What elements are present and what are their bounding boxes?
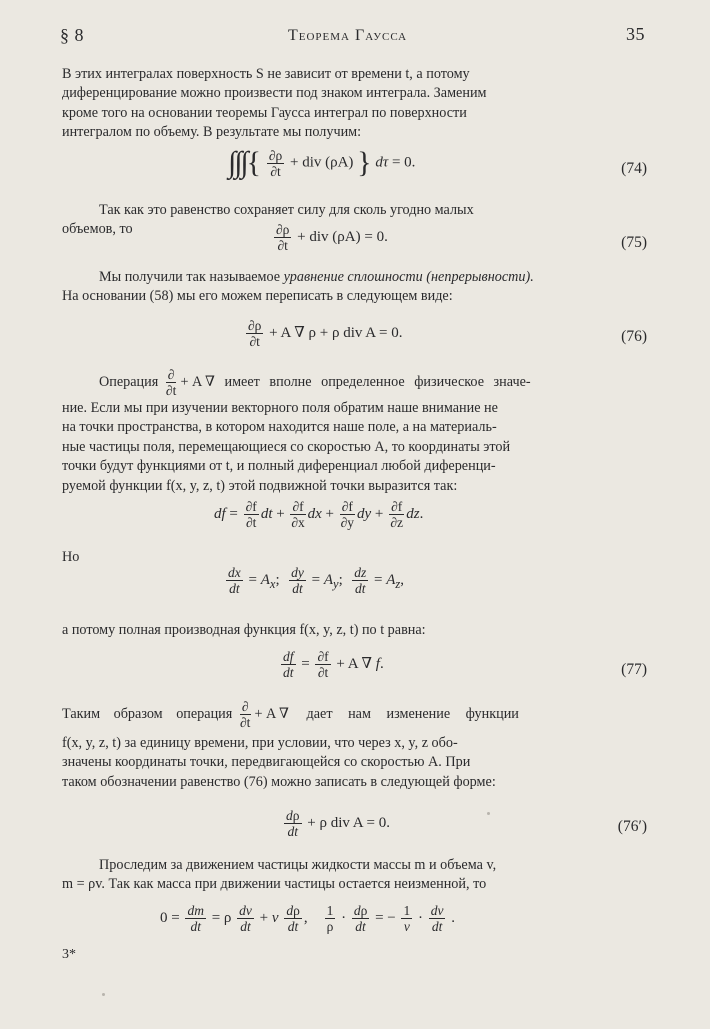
equation-velocity-components: $\frac{dx}{dt}$ = $A_x$; $\frac{dy}{dt}$ = $A_y$; $\frac{dz}{dt}$ = $A_z$, — [228, 565, 405, 596]
equation-76-prime-label: (76′) — [617, 818, 647, 835]
paragraph-4-lead: Операция $\frac{\partial}{\partial t}$ + A ∇ имеет вполне определенное физическое значе- — [99, 367, 531, 398]
paragraph-5: а потому полная производная функция f(x, y, z, t) по t равна: — [62, 622, 426, 638]
page-number: 35 — [626, 24, 645, 44]
equation-mass-conservation: 0 = $\frac{dm}{dt}$ = ρ $\frac{dv}{dt}$ + v $\frac{d\rho}{dt}$ , $\frac{1}{\rho}$ · $\frac{d\rho}{dt}$ = − $\frac{1}{v}$ · $\frac{dv}{dt}$ . — [160, 903, 455, 934]
word-no: Но — [62, 549, 80, 565]
paragraph-4: ние. Если мы при изучении векторного поля обратим наше внимание не на точки пространства, в котором находится наше поле, а на материаль- ные частицы поля, перемещающиеся со скоростью A, то координаты этой точки будут функциями от t, и полный диференциал любой диференци- руемой функции f(x, y, z, t) этой подвижной точки выразится так: — [62, 400, 511, 494]
paper-speck — [487, 812, 490, 815]
equation-74-label: (74) — [621, 160, 647, 177]
equation-76-prime: $\frac{d\rho}{dt}$ + ρ div A = 0. — [286, 808, 390, 839]
running-title: Теорема Гаусса — [288, 27, 408, 44]
equation-75-label: (75) — [621, 234, 647, 251]
signature-mark: 3* — [62, 947, 76, 962]
equation-76: $\frac{\partial\rho}{\partial t}$ + A ∇ ρ + ρ div A = 0. — [248, 318, 403, 349]
paper-speck — [102, 993, 105, 996]
paragraph-3: Мы получили так называемое уравнение сплошности (непрерывности). На основании (58) мы его можем переписать в следующем виде: — [62, 269, 534, 305]
equation-76-label: (76) — [621, 328, 647, 345]
paragraph-6-lead: Таким образом операция $\frac{\partial}{\partial t}$ + A ∇ дает нам изменение функции — [62, 699, 519, 730]
equation-74: ∫∫∫{ $\frac{\partial\rho}{\partial t}$ + div (ρA) } dτ = 0. — [228, 146, 416, 179]
defined-term: уравнение сплошности (непрерывности). — [283, 269, 534, 285]
paragraph-7: Проследим за движением частицы жидкости массы m и объема v, m = ρv. Так как масса при движении частицы остается неизменной, то — [62, 857, 497, 893]
equation-75: $\frac{\partial\rho}{\partial t}$ + div (ρA) = 0. — [276, 222, 388, 253]
equation-77: $\frac{df}{dt}$ = $\frac{\partial f}{\partial t}$ + A ∇ f. — [283, 649, 384, 680]
equation-total-differential: df = $\frac{\partial f}{\partial t}$ dt + $\frac{\partial f}{\partial x}$ dx + $\frac{\partial f}{\partial y}$ dy + $\frac{\partial f}{\partial z}$ dz. — [214, 499, 424, 530]
section-number: § 8 — [60, 25, 84, 45]
paragraph-1: В этих интегралах поверхность S не зависит от времени t, а потому диференцирование можно произвести под знаком интеграла. Заменим кроме того на основании теоремы Гаусса интеграл по поверхности интегралом по объему. В результате мы получим: — [62, 66, 487, 141]
paragraph-2: Так как это равенство сохраняет силу для сколь угодно малых объемов, то — [62, 202, 474, 238]
paragraph-6: f(x, y, z, t) за единицу времени, при условии, что через x, y, z обо- значены координаты точки, передвигающейся со скоростью A. При таком обозначении равенство (76) можно записать в следующей форме: — [62, 735, 496, 790]
equation-77-label: (77) — [621, 661, 647, 678]
